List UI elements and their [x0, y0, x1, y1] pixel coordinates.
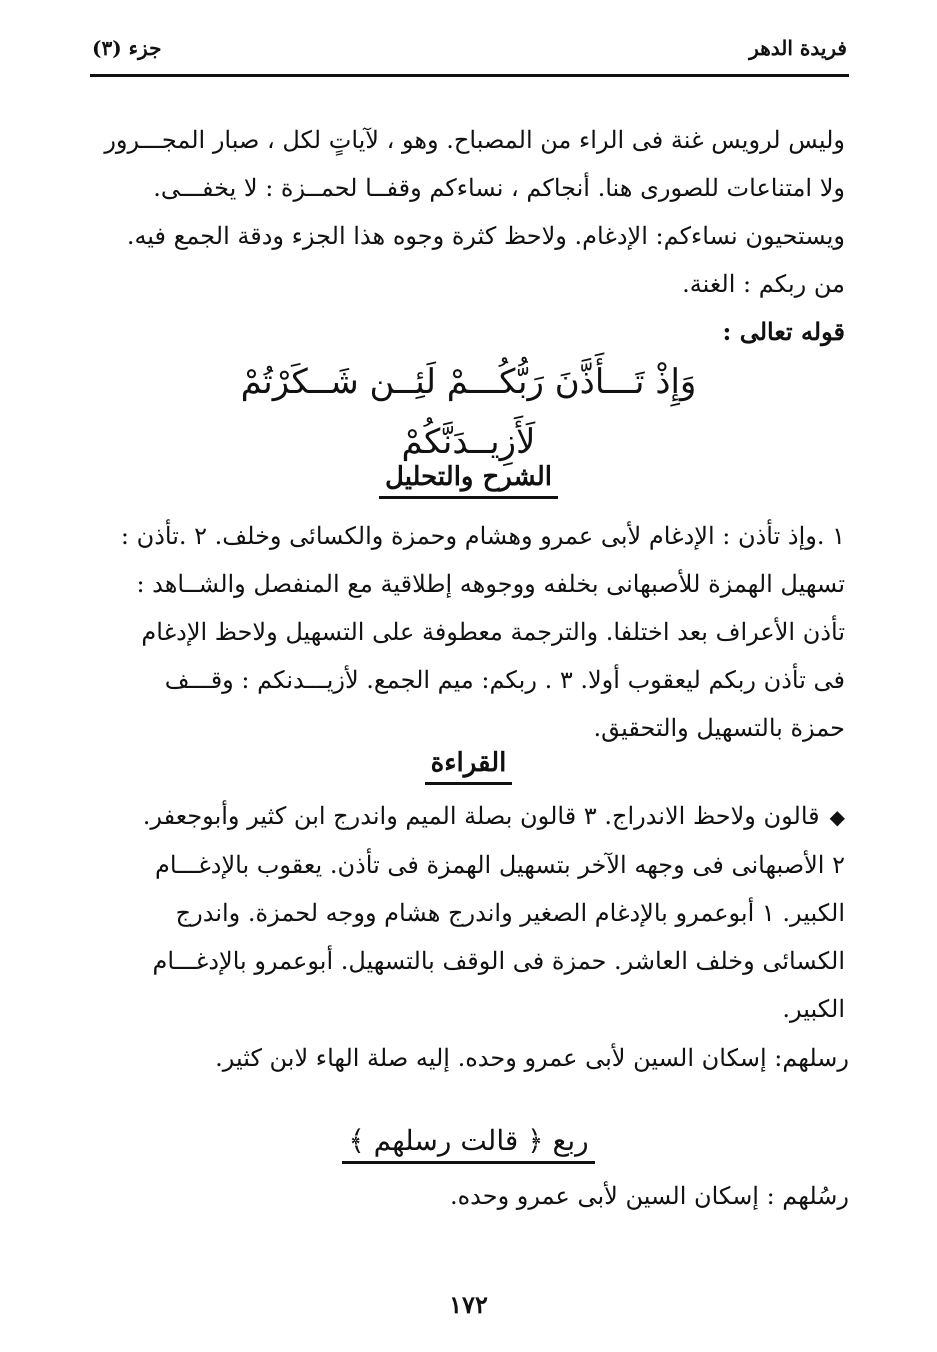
intro-line: ولا امتناعات للصورى هنا. أنجاكم ، نساءكم وقفــا لحمــزة : لا يخفـــى. — [153, 174, 845, 202]
qiraa-paragraph — [96, 792, 845, 1033]
rub-line: رسُلهم : إسكان السين لأبى عمرو وحده. — [449, 1182, 849, 1210]
sharh-line: حمزة بالتسهيل والتحقيق. — [593, 714, 845, 742]
section-title-sharh-text: الشرح والتحليل — [379, 462, 558, 499]
qiraa-line: الكسائى وخلف العاشر. حمزة فى الوقف بالتسهيل. أبوعمرو بالإدغـــام — [152, 947, 845, 975]
sharh-line: تسهيل الهمزة للأصبهانى بخلفه ووجوهه إطلاقية مع المنفصل والشــاهد : — [136, 570, 845, 598]
verse-intro: قوله تعالى : — [722, 317, 845, 346]
qiraa-line — [96, 792, 845, 841]
section-title-rub — [0, 1124, 937, 1164]
qiraa-line-text: قالون ولاحظ الاندراج. ٣ قالون بصلة الميم واندرج ابن كثير وأبوجعفر. — [142, 802, 820, 830]
part-label: جزء (٣) — [92, 36, 162, 60]
section-title-rub-text: ربع ﴿ قالت رسلهم ﴾ — [342, 1124, 594, 1164]
sharh-paragraph — [96, 512, 845, 752]
qiraa-line: ٢ الأصبهانى فى وجهه الآخر بتسهيل الهمزة فى تأذن. يعقوب بالإدغـــام — [154, 851, 845, 879]
intro-line: وليس لرويس غنة فى الراء من المصباح. وهو ، لآياتٍ لكل ، صبار المجـــرور — [104, 126, 845, 154]
intro-paragraph — [96, 116, 845, 356]
header-rule — [90, 74, 849, 77]
section-title-sharh — [0, 462, 937, 499]
qiraa-note-line: رسلهم: إسكان السين لأبى عمرو وحده. إليه صلة الهاء لابن كثير. — [215, 1044, 849, 1072]
qiraa-line: الكبير. ١ أبوعمرو بالإدغام الصغير واندرج هشام ووجه لحمزة. واندرج — [175, 899, 845, 927]
intro-line: من ربكم : الغنة. — [682, 270, 845, 298]
sharh-line: فى تأذن ربكم ليعقوب أولا. ٣ . ربكم: ميم الجمع. لأزيـــدنكم : وقـــف — [164, 666, 845, 694]
qiraa-line: الكبير. — [782, 995, 845, 1023]
section-title-qiraa-text: القراءة — [425, 748, 513, 785]
page-header — [92, 28, 847, 68]
section-title-qiraa — [0, 748, 937, 785]
quran-verse: وَإِذْ تَـــأَذَّنَ رَبُّكُـــمْ لَئِــن شَــكَرْتُمْ لَأَزِيــدَنَّكُمْ — [240, 362, 697, 462]
diamond-bullet-icon: ◆ — [829, 805, 845, 829]
rub-paragraph — [96, 1172, 849, 1220]
intro-line: ويستحيون نساءكم: الإدغام. ولاحظ كثرة وجوه هذا الجزء ودقة الجمع فيه. — [126, 222, 845, 250]
page-number: ١٧٢ — [449, 1290, 488, 1319]
sharh-line: ١ .وإذ تأذن : الإدغام لأبى عمرو وهشام وحمزة والكسائى وخلف. ٢ .تأذن : — [120, 522, 845, 550]
sharh-line: تأذن الأعراف بعد اختلفا. والترجمة معطوفة على التسهيل ولاحظ الإدغام — [141, 618, 845, 646]
qiraa-note — [96, 1034, 849, 1082]
book-title: فريدة الدهر — [749, 36, 847, 60]
